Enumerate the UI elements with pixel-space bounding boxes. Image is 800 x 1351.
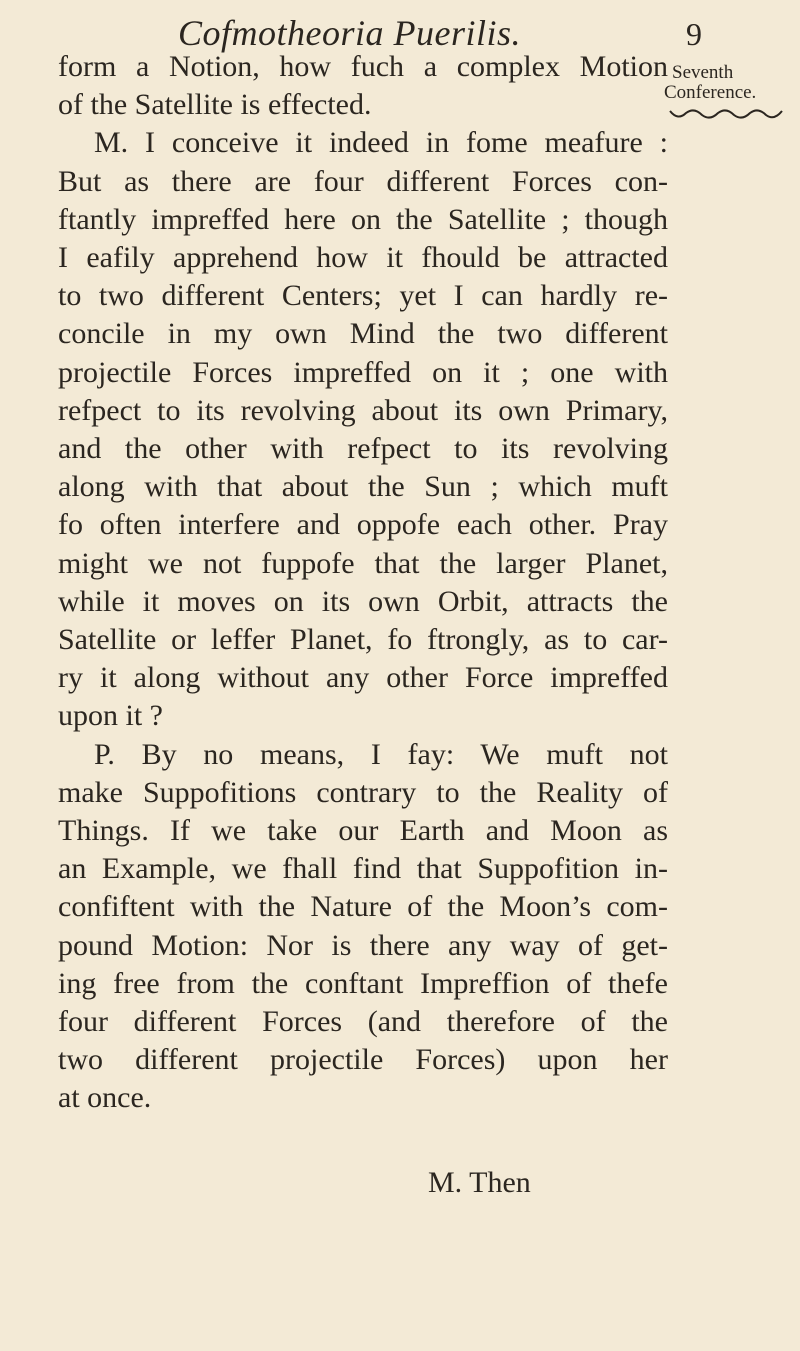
body-text — [58, 48, 668, 1118]
text-line: ftantly impreffed here on the Satellite ; though — [58, 202, 668, 236]
text-line: and the other with refpect to its revolving — [58, 432, 668, 466]
text-line: confiftent with the Nature of the Moon’s com- — [58, 890, 668, 924]
margin-note — [664, 63, 800, 123]
text-line: while it moves on its own Orbit, attracts the — [58, 584, 668, 618]
text-line: I eafily apprehend how it fhould be attracted — [58, 241, 668, 275]
text-line: an Example, we fhall find that Suppofition in- — [58, 852, 668, 886]
margin-note-line: Conference. — [664, 82, 757, 103]
catchword: M. Then — [428, 1166, 531, 1199]
text-line: projectile Forces impreffed on it ; one with — [58, 355, 668, 389]
text-line: P. By no means, I fay: We muft not — [94, 737, 668, 771]
text-line: concile in my own Mind the two different — [58, 317, 668, 351]
text-line: refpect to its revolving about its own Primary, — [58, 393, 668, 427]
text-line: fo often interfere and oppofe each other. Pray — [58, 508, 668, 542]
text-line: two different projectile Forces) upon her — [58, 1043, 668, 1077]
text-line: might we not fuppofe that the larger Planet, — [58, 546, 668, 580]
text-line: ing free from the conftant Impreffion of thefe — [58, 966, 668, 1000]
text-line: M. I conceive it indeed in fome meafure : — [94, 126, 668, 160]
text-line: form a Notion, how fuch a complex Motion — [58, 50, 668, 83]
text-line: Satellite or leffer Planet, fo ftrongly, as to car- — [58, 623, 668, 657]
text-line: But as there are four different Forces con- — [58, 164, 668, 198]
text-line: four different Forces (and therefore of the — [58, 1005, 668, 1039]
margin-note-line: Seventh — [672, 62, 734, 83]
text-line: ry it along without any other Force impreffed — [58, 661, 668, 695]
running-title: Cofmotheoria Puerilis. — [178, 13, 521, 53]
text-line: along with that about the Sun ; which muft — [58, 470, 668, 504]
text-line: of the Satellite is effected. — [58, 88, 372, 122]
flourish-ornament — [668, 107, 786, 123]
text-line: pound Motion: Nor is there any way of get- — [58, 928, 668, 962]
page-number: 9 — [686, 16, 702, 52]
text-line: Things. If we take our Earth and Moon as — [58, 814, 668, 848]
text-line: make Suppofitions contrary to the Reality of — [58, 775, 668, 809]
text-line: to two different Centers; yet I can hardly re- — [58, 279, 668, 313]
text-line: upon it ? — [58, 699, 163, 733]
text-line: at once. — [58, 1081, 152, 1115]
